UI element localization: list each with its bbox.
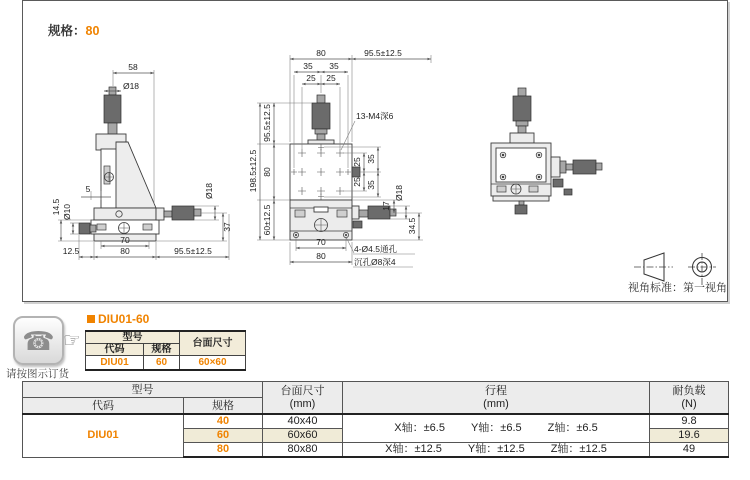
load-header-line1: 耐负载 <box>672 384 706 397</box>
product-title-line <box>87 312 149 326</box>
dim-95-5: 95.5±12.5 <box>174 246 212 256</box>
front-view <box>248 48 431 267</box>
size-header-line1: 台面尺寸 <box>280 384 325 397</box>
travel-cell-large <box>343 443 650 458</box>
order-phone-box <box>13 316 64 365</box>
size-cell-80: 80x80 <box>263 443 343 458</box>
spec-table-header-travel <box>343 382 650 415</box>
drawing-panel <box>22 0 728 302</box>
dim-95-5-left: 95.5±12.5 <box>262 104 272 142</box>
product-title: DIU01-60 <box>98 312 150 326</box>
dim-80-left: 80 <box>262 167 272 177</box>
dim-58: 58 <box>128 62 138 72</box>
spec-value: 80 <box>85 24 100 38</box>
travel-cell-small <box>343 414 650 443</box>
travel-header-line2: (mm) <box>483 397 509 410</box>
label-hole-1: 4-Ø4.5通孔 <box>354 244 397 254</box>
dim-70: 70 <box>120 235 130 245</box>
dim-14-5: 14.5 <box>51 198 61 216</box>
dim-34-5: 34.5 <box>407 217 417 235</box>
spec-table-header-size <box>263 382 343 415</box>
side-view <box>51 62 232 260</box>
dim-17: 17 <box>381 201 391 211</box>
dim-dia18: Ø18 <box>394 184 404 202</box>
model-table-header-spec: 规格 <box>144 344 180 356</box>
dim-37: 37 <box>222 222 232 232</box>
dim-25-v1: 25 <box>352 157 362 167</box>
load-cell-80: 49 <box>650 443 729 458</box>
dim-80-bottom: 80 <box>316 251 326 261</box>
dim-80-top: 80 <box>316 48 326 58</box>
spec-cell-80: 80 <box>184 443 263 458</box>
travel-y-small: Y轴：±6.5 <box>470 422 522 434</box>
travel-x-large: X轴：±12.5 <box>385 443 442 455</box>
model-table-size: 60×60 <box>180 356 246 371</box>
projection-caption: 视角标准：第一视角 <box>628 282 727 294</box>
spec-table-header-load <box>650 382 729 415</box>
order-note: 请按图示订货 <box>6 368 69 380</box>
dim-dia18-right: Ø18 <box>204 182 214 200</box>
travel-header-line1: 行程 <box>485 384 507 397</box>
size-cell-60: 60x60 <box>263 429 343 443</box>
iso-view <box>491 88 602 214</box>
m4-hole-pattern <box>291 145 351 200</box>
dim-60: 60±12.5 <box>262 204 272 236</box>
dim-35-v1: 35 <box>366 154 376 164</box>
load-header-line2: (N) <box>681 397 697 410</box>
dim-35-v2: 35 <box>366 180 376 190</box>
model-table-header-size: 台面尺寸 <box>180 331 246 356</box>
travel-y-large: Y轴：±12.5 <box>467 443 525 455</box>
model-table-header-model: 型号 <box>86 331 180 344</box>
spec-cell-60: 60 <box>184 429 263 443</box>
travel-z-large: Z轴：±12.5 <box>550 443 607 455</box>
spec-cell-40: 40 <box>184 414 263 429</box>
load-cell-40: 9.8 <box>650 414 729 429</box>
dim-5: 5 <box>85 184 91 194</box>
travel-z-small: Z轴：±6.5 <box>547 422 598 434</box>
spec-table-header-spec: 规格 <box>184 398 263 415</box>
spec-table-header-model: 型号 <box>23 382 263 398</box>
dim-70-bottom: 70 <box>316 237 326 247</box>
dim-35-right: 35 <box>329 61 339 71</box>
dim-dia10: Ø10 <box>62 203 72 221</box>
model-table-code: DIU01 <box>86 356 144 371</box>
spec-table <box>22 381 729 458</box>
spec-table-code: DIU01 <box>23 414 184 457</box>
spec-table-header-code: 代码 <box>23 398 184 415</box>
dim-80: 80 <box>120 246 130 256</box>
size-cell-40: 40x40 <box>263 414 343 429</box>
orange-bullet-icon <box>87 315 95 323</box>
technical-drawing <box>23 1 727 301</box>
spec-label: 规格： <box>48 24 86 38</box>
dim-25-right: 25 <box>326 73 336 83</box>
dim-198-5: 198.5±12.5 <box>248 149 258 193</box>
model-table <box>85 330 246 371</box>
table-row <box>23 414 729 429</box>
load-cell-60: 19.6 <box>650 429 729 443</box>
dim-25-left: 25 <box>306 73 316 83</box>
model-table-spec: 60 <box>144 356 180 371</box>
size-header-line2: (mm) <box>289 397 316 410</box>
dim-25-v2: 25 <box>352 177 362 187</box>
pointing-hand-icon: ☞ <box>63 330 81 352</box>
phone-icon: ☎ <box>22 325 55 356</box>
travel-x-small: X轴：±6.5 <box>394 422 445 434</box>
dim-35-left: 35 <box>303 61 313 71</box>
dim-95-5-top: 95.5±12.5 <box>364 48 402 58</box>
dim-dia18-top: Ø18 <box>122 81 140 91</box>
label-hole-2: 沉孔Ø8深4 <box>354 257 396 267</box>
dim-12-5: 12.5 <box>62 246 80 256</box>
model-table-header-code: 代码 <box>86 344 144 356</box>
label-m4: 13-M4深6 <box>356 111 394 121</box>
